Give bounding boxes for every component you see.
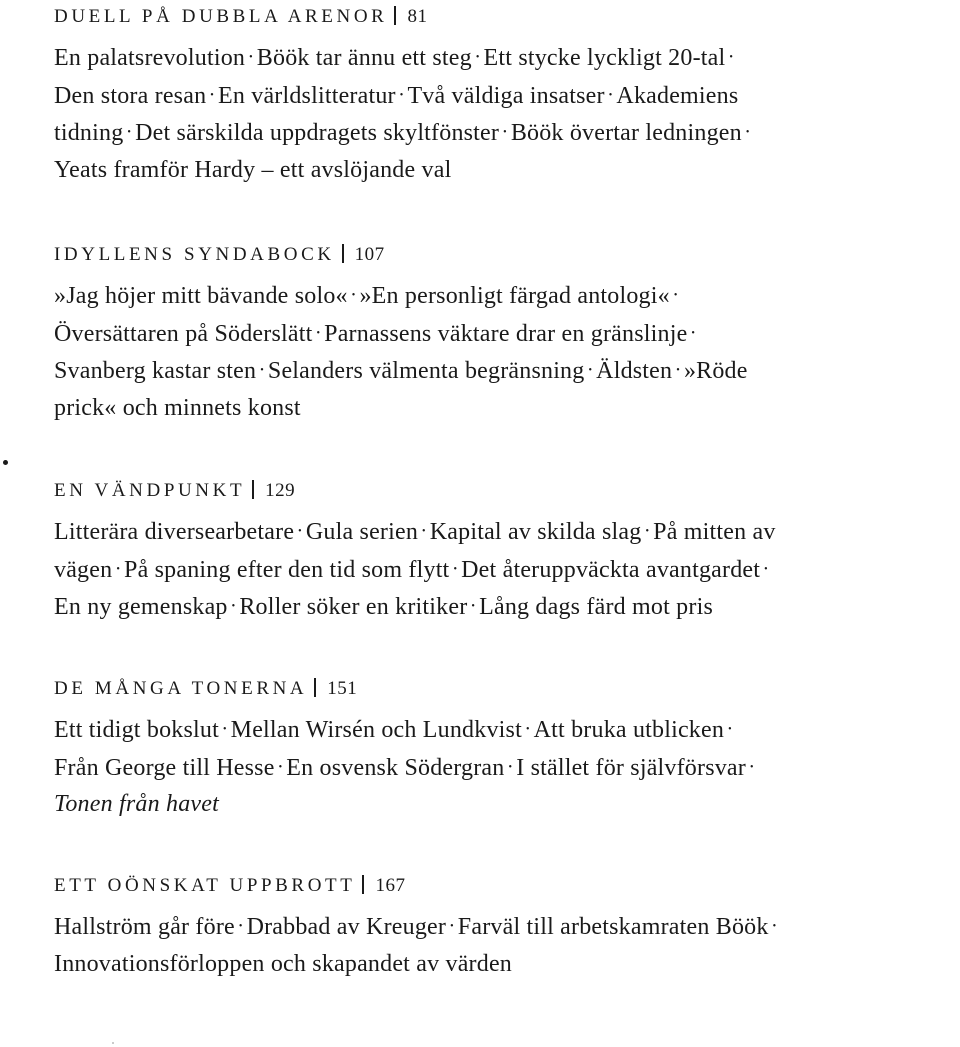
separator-star: •: [728, 724, 732, 735]
toc-line: [54, 277, 954, 315]
separator-star: •: [127, 127, 132, 138]
toc-entry: Akademiens: [616, 82, 739, 109]
section-body: [54, 908, 954, 983]
separator-star: •: [525, 724, 530, 735]
page-number: 129: [265, 480, 296, 501]
toc-entry: Det återuppväckta avantgardet: [461, 556, 761, 583]
toc-entry: Den stora resan: [54, 82, 207, 109]
toc-entry: Böök tar ännu ett steg: [256, 45, 472, 71]
toc-section: [54, 874, 954, 983]
section-heading: [54, 677, 954, 701]
separator-star: •: [399, 89, 404, 101]
separator-star: •: [588, 365, 593, 376]
page-number: 81: [407, 6, 428, 27]
toc-entry: Mellan Wirsén och Lundkvist: [230, 717, 522, 743]
section-title: EN VÄNDPUNKT: [54, 480, 246, 501]
toc-entry: »En personligt färgad antologi«: [359, 283, 670, 309]
toc-line: [54, 588, 954, 626]
section-title: DE MÅNGA TONERNA: [54, 678, 308, 699]
toc-line: [54, 114, 954, 152]
toc-line: [54, 786, 954, 824]
heading-divider: [252, 480, 254, 499]
toc-line: [54, 315, 954, 353]
toc-entry: En palatsrevolution: [54, 45, 246, 71]
toc-entry: En osvensk Södergran: [286, 754, 505, 781]
separator-star: •: [475, 52, 480, 63]
toc-entry: Översättaren på Söderslätt: [54, 320, 313, 347]
separator-star: •: [249, 52, 253, 63]
toc-line: [54, 908, 954, 946]
toc-line: [54, 352, 954, 390]
section-heading: [54, 479, 954, 503]
separator-star: •: [764, 563, 768, 575]
section-title: IDYLLENS SYNDABOCK: [54, 244, 335, 265]
heading-divider: [362, 875, 364, 894]
toc-line: [54, 77, 954, 115]
toc-entry: »Jag höjer mitt bävande solo«: [54, 283, 348, 309]
separator-star: •: [691, 327, 696, 339]
toc-entry: Farväl till arbetskamraten Böök: [457, 914, 769, 940]
section-heading: [54, 243, 954, 267]
heading-divider: [394, 6, 396, 25]
section-heading: [54, 5, 954, 29]
toc-line: [54, 551, 954, 589]
toc-line: [54, 39, 954, 77]
toc-entry: På mitten av: [653, 519, 776, 545]
separator-star: •: [278, 761, 283, 773]
separator-star: •: [260, 365, 264, 376]
toc-entry: I stället för självförsvar: [516, 754, 746, 781]
separator-star: •: [745, 127, 750, 138]
toc-entry: Från George till Hesse: [54, 754, 275, 781]
separator-star: •: [453, 563, 458, 575]
toc-entry: En ny gemenskap: [54, 594, 228, 620]
toc-entry: tidning: [54, 120, 124, 146]
separator-star: •: [231, 601, 236, 612]
heading-divider: [342, 244, 344, 263]
toc-entry: Två väldiga insatser: [407, 82, 605, 109]
toc-line: [54, 513, 954, 551]
separator-star: •: [608, 89, 613, 101]
margin-mark: [3, 460, 8, 465]
toc-entry: Hallström går före: [54, 914, 235, 940]
separator-star: •: [116, 563, 121, 575]
toc-entry: Innovationsförloppen och skapandet av värden: [54, 950, 512, 977]
separator-star: •: [508, 761, 513, 773]
toc-entry: Ett tidigt bokslut: [54, 717, 219, 743]
separator-star: •: [749, 761, 754, 773]
section-body: [54, 39, 954, 189]
section-title: ETT OÖNSKAT UPPBROTT: [54, 875, 356, 896]
separator-star: •: [222, 724, 227, 735]
section-body: [54, 277, 954, 427]
page-number: 151: [327, 678, 358, 699]
toc-section: [54, 243, 954, 427]
section-body: [54, 513, 954, 626]
page-number: 107: [354, 244, 385, 265]
toc-entry: Ett stycke lyckligt 20-tal: [483, 45, 726, 71]
toc-entry: Drabbad av Kreuger: [246, 914, 447, 940]
heading-divider: [314, 678, 316, 697]
toc-entry: En världslitteratur: [217, 82, 396, 109]
section-body: [54, 711, 954, 824]
toc-entry: Böök övertar ledningen: [510, 120, 742, 146]
toc-entry: Lång dags färd mot pris: [479, 594, 713, 620]
separator-star: •: [210, 89, 214, 101]
toc-entry: Parnassens väktare drar en gränslinje: [324, 320, 688, 347]
toc-entry: Yeats framför Hardy – ett avslöjande val: [54, 156, 452, 183]
toc-section: [54, 5, 954, 189]
toc-line: [54, 390, 954, 428]
toc-entry: Att bruka utblicken: [533, 717, 725, 743]
separator-star: •: [316, 327, 321, 339]
section-heading: [54, 874, 954, 898]
toc-line: [54, 946, 954, 984]
separator-star: •: [238, 921, 243, 932]
toc-entry: Selanders välmenta begränsning: [267, 358, 585, 384]
toc-section: [54, 677, 954, 824]
separator-star: •: [645, 526, 650, 537]
toc-line: [54, 152, 954, 190]
separator-star: •: [729, 52, 734, 63]
separator-star: •: [450, 921, 454, 932]
toc-line: [54, 711, 954, 749]
toc-entry: Svanberg kastar sten: [54, 358, 257, 384]
toc-entry: Gula serien: [305, 519, 419, 545]
section-title: DUELL PÅ DUBBLA ARENOR: [54, 6, 388, 27]
separator-star: •: [772, 921, 777, 932]
separator-star: •: [422, 526, 426, 537]
toc-entry: Roller söker en kritiker: [239, 594, 468, 620]
separator-star: •: [676, 365, 680, 376]
scan-speck: [112, 1042, 114, 1044]
toc-entry: Äldsten: [596, 358, 673, 384]
toc-entry: prick« och minnets konst: [54, 394, 301, 421]
page-number: 167: [375, 875, 406, 896]
toc-entry: Litterära diversearbetare: [54, 519, 295, 545]
separator-star: •: [503, 127, 507, 138]
toc-line: [54, 749, 954, 787]
separator-star: •: [673, 290, 678, 301]
toc-entry-italic: Tonen från havet: [54, 791, 219, 817]
separator-star: •: [471, 601, 476, 612]
toc-entry: vägen: [54, 556, 113, 583]
separator-star: •: [351, 290, 356, 301]
toc-entry: Kapital av skilda slag: [429, 519, 642, 545]
separator-star: •: [298, 526, 302, 537]
toc-section: [54, 479, 954, 626]
toc-entry: Det särskilda uppdragets skyltfönster: [135, 120, 500, 146]
toc-entry: »Röde: [683, 358, 748, 384]
toc-entry: På spaning efter den tid som flytt: [124, 556, 450, 583]
